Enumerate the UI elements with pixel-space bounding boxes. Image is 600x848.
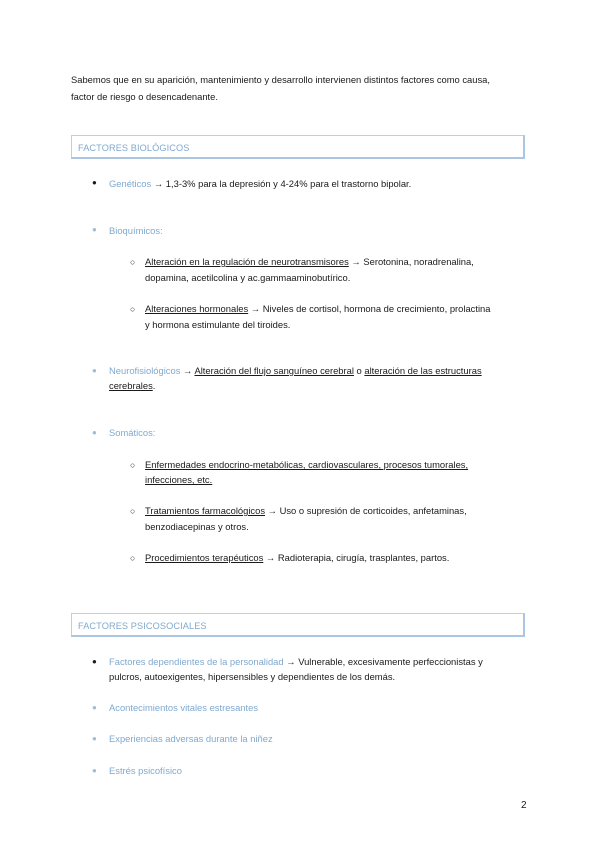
neurotransmisores-text: → Serotonina, noradrenalina, bbox=[348, 256, 474, 267]
enfermedades-line-2: infecciones, etc. bbox=[145, 474, 213, 485]
neuro-arrow: → bbox=[180, 365, 195, 376]
list-item-estres: Estrés psicofísico bbox=[109, 765, 182, 776]
sub-bullet-icon: ○ bbox=[130, 460, 136, 470]
neuro-end: . bbox=[152, 380, 156, 391]
hormonales-link: Alteraciones hormonales bbox=[145, 303, 249, 314]
estructuras-link: alteración de las estructuras bbox=[364, 365, 482, 376]
neurofisiologicos-line-2 bbox=[109, 378, 155, 394]
sub-bullet-icon: ○ bbox=[130, 553, 136, 563]
intro-line-1: Sabemos que en su aparición, mantenimiento y desarrollo intervienen distintos factores como causa, bbox=[71, 74, 490, 85]
bullet-icon: ● bbox=[92, 178, 97, 187]
neurotransmisores-line-2: dopamina, acetilcolina y ac.gammaaminobutírico. bbox=[145, 272, 351, 283]
geneticos-label: Genéticos bbox=[109, 178, 152, 189]
bullet-icon: ● bbox=[92, 657, 97, 666]
neurotransmisores-link: Alteración en la regulación de neurotransmisores bbox=[145, 256, 349, 267]
farmacologicos-link: Tratamientos farmacológicos bbox=[145, 505, 266, 516]
section-header-psicosociales bbox=[71, 613, 525, 637]
hormonales-text: → Niveles de cortisol, hormona de crecimiento, prolactina bbox=[248, 303, 491, 314]
list-item-experiencias: Experiencias adversas durante la niñez bbox=[109, 733, 273, 744]
list-item-farmacologicos bbox=[145, 503, 467, 519]
section-title: FACTORES BIOLÓGICOS bbox=[78, 143, 190, 153]
hormonales-line-2: y hormona estimulante del tiroides. bbox=[145, 319, 291, 330]
farmacologicos-line-2: benzodiacepinas y otros. bbox=[145, 521, 249, 532]
list-item-hormonales bbox=[145, 301, 490, 317]
bullet-icon: ● bbox=[92, 366, 97, 375]
sub-bullet-icon: ○ bbox=[130, 257, 136, 267]
neuro-or: o bbox=[353, 365, 365, 376]
list-item-neurotransmisores bbox=[145, 254, 474, 270]
list-item-geneticos bbox=[109, 176, 411, 192]
section-header-biologicos bbox=[71, 135, 525, 159]
flujo-sanguineo-link: Alteración del flujo sanguíneo cerebral bbox=[194, 365, 354, 376]
somaticos-label: Somáticos: bbox=[109, 427, 156, 438]
bullet-icon: ● bbox=[92, 703, 97, 712]
bullet-icon: ● bbox=[92, 428, 97, 437]
terapeuticos-link: Procedimientos terapéuticos bbox=[145, 552, 264, 563]
terapeuticos-text: → Radioterapia, cirugía, trasplantes, partos. bbox=[263, 552, 450, 563]
enfermedades-line-1: Enfermedades endocrino-metabólicas, cardiovasculares, procesos tumorales, bbox=[145, 459, 469, 470]
list-item-neurofisiologicos bbox=[109, 363, 482, 379]
cerebrales-link: cerebrales bbox=[109, 380, 153, 391]
bioquimicos-label: Bioquímicos: bbox=[109, 225, 163, 236]
list-item-acontecimientos: Acontecimientos vitales estresantes bbox=[109, 702, 259, 713]
section-title: FACTORES PSICOSOCIALES bbox=[78, 621, 207, 631]
geneticos-text: → 1,3-3% para la depresión y 4-24% para el trastorno bipolar. bbox=[151, 178, 412, 189]
page-number: 2 bbox=[521, 800, 527, 811]
bullet-icon: ● bbox=[92, 734, 97, 743]
neurofisiologicos-label: Neurofisiológicos bbox=[109, 365, 181, 376]
bullet-icon: ● bbox=[92, 225, 97, 234]
personalidad-label: Factores dependientes de la personalidad bbox=[109, 656, 284, 667]
list-item-terapeuticos bbox=[145, 550, 449, 566]
sub-bullet-icon: ○ bbox=[130, 506, 136, 516]
personalidad-line-2: pulcros, autoexigentes, hipersensibles y dependientes de los demás. bbox=[109, 671, 396, 682]
bullet-icon: ● bbox=[92, 766, 97, 775]
farmacologicos-text: → Uso o supresión de corticoides, anfetaminas, bbox=[265, 505, 467, 516]
list-item-personalidad bbox=[109, 654, 483, 670]
intro-line-2: factor de riesgo o desencadenante. bbox=[71, 91, 218, 102]
sub-bullet-icon: ○ bbox=[130, 304, 136, 314]
personalidad-text: → Vulnerable, excesivamente perfeccionistas y bbox=[283, 656, 483, 667]
